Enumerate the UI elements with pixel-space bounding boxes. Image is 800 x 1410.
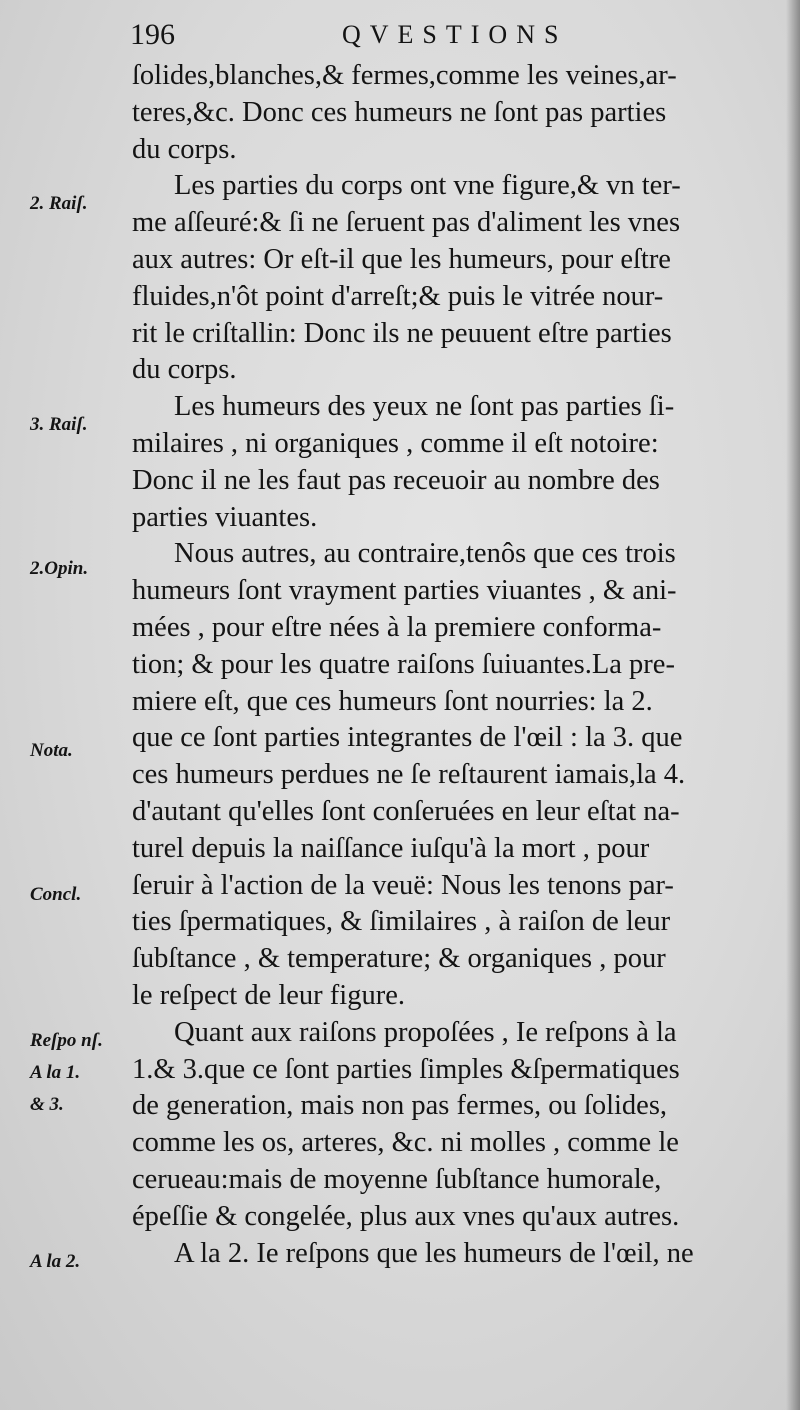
- margin-note-and-3: & 3.: [30, 1094, 64, 1115]
- text-line: le reſpect de leur figure.: [132, 980, 405, 1011]
- text-line: 1.& 3.que ce ſont parties ſimples &ſpermatiques: [132, 1053, 680, 1085]
- text-line: du corps.: [132, 354, 237, 386]
- text-line: milaires , ni organiques , comme il eſt notoire:: [132, 428, 659, 459]
- text-line: comme les os, arteres, &c. ni molles , comme le: [132, 1127, 679, 1159]
- margin-note-a-la-2: A la 2.: [30, 1251, 81, 1272]
- margin-note-a-la-1: A la 1.: [30, 1062, 81, 1083]
- margin-note-conclusion: Concl.: [30, 884, 82, 905]
- paragraph-start-line: Quant aux raiſons propoſées , Ie reſpons à la: [174, 1016, 677, 1048]
- text-line: aux autres: Or eſt-il que les humeurs, pour eſtre: [132, 244, 671, 275]
- text-line: parties viuantes.: [132, 501, 318, 533]
- text-line: rit le criſtallin: Donc ils ne peuuent eſtre parties: [132, 317, 672, 349]
- running-head: QVESTIONS: [342, 20, 568, 49]
- text-line: cerueau:mais de moyenne ſubſtance humorale,: [132, 1164, 662, 1195]
- text-line: ties ſpermatiques, & ſimilaires , à raiſon de leur: [132, 906, 671, 938]
- text-line: du corps.: [132, 133, 237, 165]
- text-line: ces humeurs perdues ne ſe reſtaurent iamais,la 4.: [132, 759, 686, 791]
- text-line: de generation, mais non pas fermes, ou ſolides,: [132, 1090, 668, 1122]
- paragraph-start-line: A la 2. Ie reſpons que les humeurs de l'œil, ne: [174, 1237, 694, 1269]
- margin-note-raison-3: 3. Raiſ.: [30, 414, 88, 435]
- paragraph-start-line: Nous autres, au contraire,tenôs que ces trois: [174, 538, 676, 570]
- text-line: me aſſeuré:& ſi ne ſeruent pas d'aliment les vnes: [132, 207, 681, 239]
- text-line: mées , pour eſtre nées à la premiere conforma-: [132, 612, 662, 643]
- text-line: miere eſt, que ces humeurs ſont nourries: la 2.: [132, 685, 653, 717]
- text-line: que ce ſont parties integrantes de l'œil : la 3. que: [132, 722, 683, 754]
- margin-note-nota: Nota.: [30, 740, 73, 761]
- text-line: tion; & pour les quatre raiſons ſuiuantes.La pre-: [132, 648, 675, 680]
- text-line: teres,&c. Donc ces humeurs ne ſont pas parties: [132, 96, 667, 128]
- text-line: Donc il ne les faut pas receuoir au nombre des: [132, 464, 660, 496]
- text-line: d'autant qu'elles ſont conſeruées en leur eſtat na-: [132, 796, 680, 827]
- text-line: turel depuis la naiſſance iuſqu'à la mort , pour: [132, 832, 650, 864]
- paragraph-start-line: Les humeurs des yeux ne ſont pas parties ſi-: [174, 391, 675, 423]
- text-line: humeurs ſont vrayment parties viuantes , & ani-: [132, 575, 677, 607]
- page-header: [130, 14, 750, 56]
- paragraph-start-line: Les parties du corps ont vne figure,& vn ter-: [174, 170, 681, 202]
- text-line: fluides,n'ôt point d'arreſt;& puis le vitrée nour-: [132, 280, 664, 312]
- margin-note-response: Reſpo nſ.: [30, 1030, 103, 1051]
- text-line: épeſſie & congelée, plus aux vnes qu'aux autres.: [132, 1200, 680, 1232]
- text-line: ſeruir à l'action de la veuë: Nous les tenons par-: [132, 869, 674, 901]
- text-line: ſubſtance , & temperature; & organiques , pour: [132, 943, 666, 975]
- margin-note-opinion-2: 2.Opin.: [30, 558, 89, 579]
- page-number: 196: [130, 18, 175, 51]
- margin-note-raison-2: 2. Raiſ.: [30, 193, 88, 214]
- text-line: ſolides,blanches,& fermes,comme les veines,ar-: [132, 60, 677, 91]
